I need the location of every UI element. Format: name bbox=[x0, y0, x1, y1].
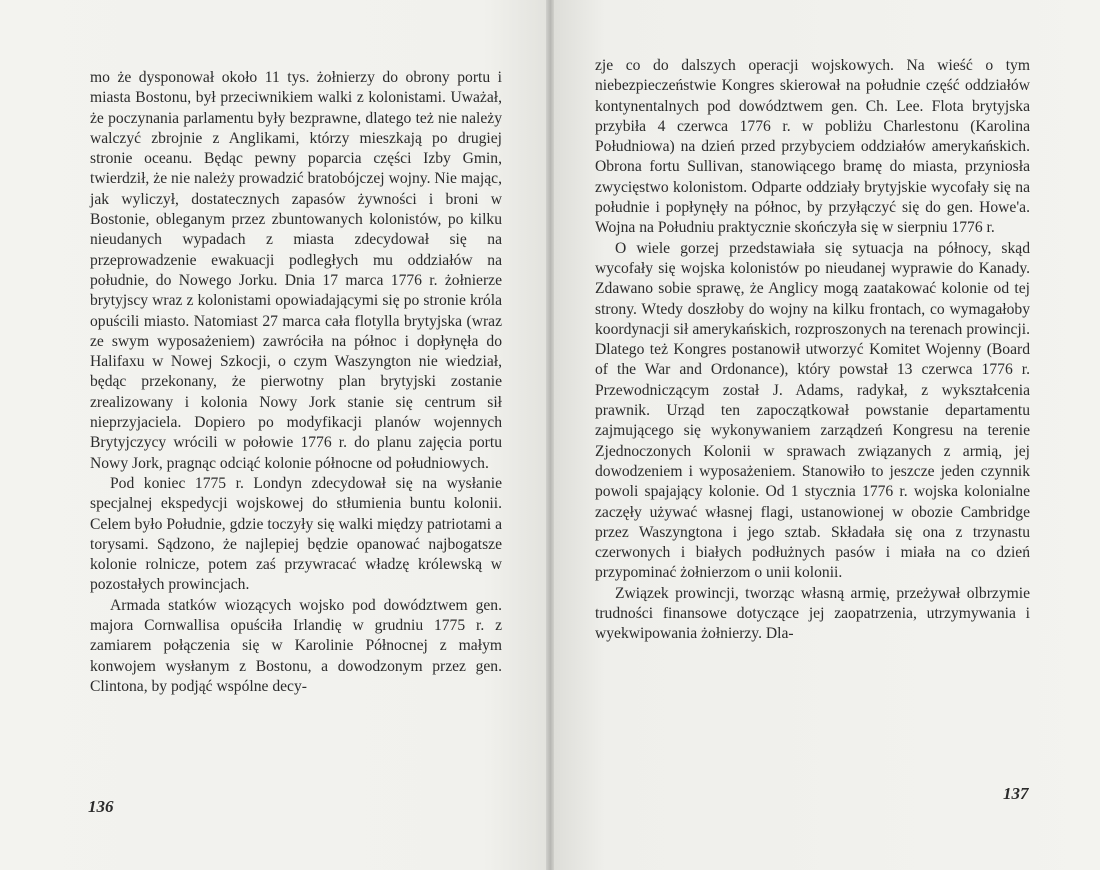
page-number-left: 136 bbox=[88, 797, 114, 816]
paragraph: zje co do dalszych operacji wojskowych. Na wieść o tym niebezpieczeństwie Kongres skierował na południe część oddziałów kontynentalnych pod dowództwem gen. Ch. Lee. Flota brytyjska przybiła 4 czerwca 1776 r. w pobliżu Charlestonu (Karolina Południowa) na dzień przed przybyciem oddziałów amerykańskich. Obrona fortu Sullivan, stanowiącego bramę do miasta, przyniosła zwycięstwo kolonistom. Odparte oddziały brytyjskie wycofały się na południe i popłynęły na północ, by przyłączyć się do gen. Howe'a. Wojna na Południu praktycznie skończyła się w sierpniu 1776 r. bbox=[595, 57, 1030, 237]
paragraph: Armada statków wiozących wojsko pod dowództwem gen. majora Cornwallisa opuściła Irlandię w grudniu 1775 r. z zamiarem połączenia się w Karolinie Północnej z małym konwojem wysłanym z Bostonu, a dowodzonym przez gen. Clintona, by podjąć wspólne decy- bbox=[90, 596, 502, 695]
right-page bbox=[550, 0, 1100, 870]
page-number-right: 137 bbox=[1003, 784, 1029, 803]
paragraph: O wiele gorzej przedstawiała się sytuacja na północy, skąd wycofały się wojska kolonistów po nieudanej wyprawie do Kanady. Zdawano sobie sprawę, że Anglicy mogą zaatakować kolonie od tej strony. Wtedy doszłoby do wojny na kilku frontach, co wymagałoby koordynacji sił amerykańskich, rozproszonych na terenach prowincji. Dlatego też Kongres postanowił utworzyć Komitet Wojenny (Board of the War and Ordonance), który powstał 13 czerwca 1776 r. Przewodniczącym został J. Adams, radykał, z wykształcenia prawnik. Urząd ten zapoczątkował powstanie departamentu zajmującego się wykonywaniem zarządzeń Kongresu na terenie Zjednoczonych Kolonii w sprawach związanych z armią, jej dowodzeniem i wyposażeniem. Stanowiło to jeszcze jeden czynnik powoli spajający kolonie. Od 1 stycznia 1776 r. wojska kolonialne zaczęły używać własnej flagi, ustanowionej w obozie Cambridge przez Waszyngtona i jego sztab. Składała się ona z trzynastu czerwonych i białych podłużnych pasów i miała na co dzień przypominać żołnierzom o unii kolonii. bbox=[595, 239, 1030, 582]
paragraph: Związek prowincji, tworząc własną armię, przeżywał olbrzymie trudności finansowe dotyczące jej zaopatrzenia, utrzymywania i wyekwipowania żołnierzy. Dla- bbox=[595, 584, 1030, 643]
book-gutter bbox=[546, 0, 554, 870]
left-page-text bbox=[90, 68, 502, 697]
right-page-text bbox=[595, 56, 1030, 645]
paragraph: mo że dysponował około 11 tys. żołnierzy do obrony portu i miasta Bostonu, był przeciwnikiem walki z kolonistami. Uważał, że poczynania parlamentu były bezprawne, dlatego też nie należy walczyć zbrojnie z Anglikami, którzy mieszkają po drugiej stronie oceanu. Będąc pewny poparcia części Izby Gmin, twierdził, że nie należy prowadzić bratobójczej wojny. Nie mając, jak wyliczył, dostatecznych zapasów żywności i broni w Bostonie, obleganym przez zbuntowanych kolonistów, po kilku nieudanych wypadach z miasta zdecydował się na przeprowadzenie ewakuacji podległych mu oddziałów na południe, do Nowego Jorku. Dnia 17 marca 1776 r. żołnierze brytyjscy wraz z kolonistami opowiadającymi się po stronie króla opuścili miasto. Natomiast 27 marca cała flotylla brytyjska (wraz ze swym wyposażeniem) zawróciła na północ i dopłynęła do Halifaxu w Nowej Szkocji, o czym Waszyngton nie wiedział, będąc przekonany, że pierwotny plan brytyjski zostanie zrealizowany i kolonia Nowy Jork stanie się centrum sił nieprzyjaciela. Dopiero po modyfikacji planów wojennych Brytyjczycy wrócili w połowie 1776 r. do planu zajęcia portu Nowy Jork, pragnąc odciąć kolonie północne od południowych. bbox=[90, 69, 502, 472]
paragraph: Pod koniec 1775 r. Londyn zdecydował się na wysłanie specjalnej ekspedycji wojskowej do stłumienia buntu kolonii. Celem było Południe, gdzie toczyły się walki między patriotami a torysami. Sądzono, że najlepiej będzie opanować najbogatsze kolonie rolnicze, potem zaś przywracać władzę królewską w pozostałych prowincjach. bbox=[90, 474, 502, 594]
